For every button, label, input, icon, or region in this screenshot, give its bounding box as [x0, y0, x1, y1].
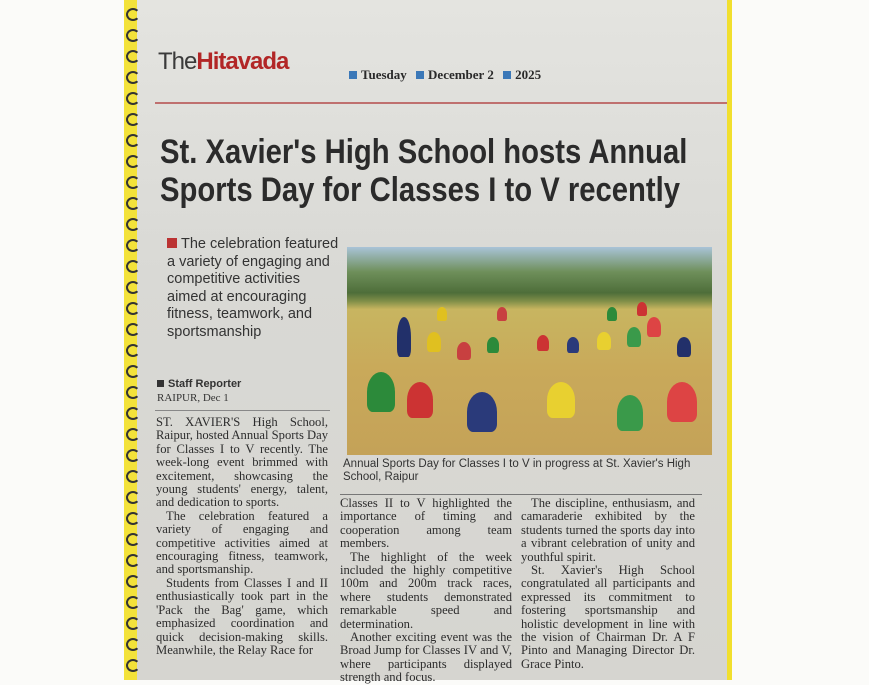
spiral-ring — [126, 386, 140, 399]
spiral-ring — [126, 218, 140, 231]
student-figure — [647, 317, 661, 337]
divider — [340, 494, 702, 495]
student-figure — [637, 302, 647, 316]
divider — [155, 410, 330, 411]
paragraph: ST. XAVIER'S High School, Raipur, hosted Annual Sports Day for Classes I to V recently. The week-long event brimmed with excitement, showcasing the young students' energy, talent, and dedication to sports. — [156, 415, 328, 510]
spiral-ring — [126, 29, 140, 42]
spiral-ring — [126, 260, 140, 273]
student-figure — [427, 332, 441, 352]
student-figure — [367, 372, 395, 412]
spiral-ring — [126, 407, 140, 420]
article-column-3 — [521, 497, 695, 671]
student-figure — [397, 317, 411, 357]
spiral-ring — [126, 344, 140, 357]
student-figure — [607, 307, 617, 321]
paragraph: Another exciting event was the Broad Jump for Classes IV and V, where participants displayed strength and focus. — [340, 630, 512, 685]
paragraph: The discipline, enthusiasm, and camaraderie exhibited by the students turned the sports day into a vibrant celebration of unity and youthful spirit. — [521, 496, 695, 564]
student-figure — [537, 335, 549, 351]
spiral-ring — [126, 533, 140, 546]
paragraph: Classes II to V highlighted the importance of timing and cooperation among team members. — [340, 496, 512, 551]
spiral-ring — [126, 71, 140, 84]
spiral-ring — [126, 638, 140, 651]
spiral-ring — [126, 113, 140, 126]
spiral-ring — [126, 323, 140, 336]
spiral-ring — [126, 617, 140, 630]
student-figure — [487, 337, 499, 353]
sports-day-photo — [347, 247, 712, 455]
photo-caption: Annual Sports Day for Classes I to V in progress at St. Xavier's High School, Raipur — [343, 458, 691, 483]
spiral-ring — [126, 197, 140, 210]
spiral-ring — [126, 176, 140, 189]
student-figure — [667, 382, 697, 422]
student-figure — [457, 342, 471, 360]
masthead-logo: TheHitavada — [158, 48, 289, 75]
student-figure — [437, 307, 447, 321]
article-column-2 — [340, 497, 512, 685]
byline: Staff Reporter — [157, 378, 241, 390]
spiral-ring — [126, 491, 140, 504]
spiral-ring — [126, 512, 140, 525]
article-column-1 — [156, 416, 328, 657]
spiral-ring — [126, 470, 140, 483]
student-figure — [627, 327, 641, 347]
paragraph: Students from Classes I and II enthusiastically took part in the 'Pack the Bag' game, which emphasized coordination and quick decision-making skills. Meanwhile, the Relay Race for — [156, 575, 328, 657]
issue-date: Tuesday December 2 2025 — [343, 67, 541, 83]
spiral-ring — [126, 239, 140, 252]
spiral-ring — [126, 449, 140, 462]
subheading: The celebration featured a variety of engaging and competitive activities aimed at encouraging fitness, teamwork, and sportsmanship — [167, 236, 339, 340]
spiral-binding — [124, 0, 140, 680]
spiral-ring — [126, 8, 140, 21]
student-figure — [407, 382, 433, 418]
student-figure — [497, 307, 507, 321]
paragraph: The celebration featured a variety of engaging and competitive activities aimed at encouraging fitness, teamwork, and sportsmanship. — [156, 508, 328, 577]
spiral-ring — [126, 92, 140, 105]
paragraph: The highlight of the week included the highly competitive 100m and 200m track races, where students demonstrated remarkable speed and determination. — [340, 549, 512, 631]
student-figure — [677, 337, 691, 357]
student-figure — [547, 382, 575, 418]
spiral-ring — [126, 281, 140, 294]
spiral-ring — [126, 155, 140, 168]
spiral-ring — [126, 134, 140, 147]
student-figure — [597, 332, 611, 350]
spiral-ring — [126, 50, 140, 63]
student-figure — [467, 392, 497, 432]
spiral-ring — [126, 596, 140, 609]
spiral-ring — [126, 428, 140, 441]
spiral-ring — [126, 554, 140, 567]
spiral-ring — [126, 659, 140, 672]
paragraph: St. Xavier's High School congratulated all participants and expressed its commitment to fostering sportsmanship and holistic development in line with the vision of Chairman Dr. A F Pinto and Managing Director Dr. Grace Pinto. — [521, 563, 695, 671]
headline: St. Xavier's High School hosts Annual Sports Day for Classes I to V recently — [160, 133, 688, 209]
header-rule — [155, 102, 727, 104]
spiral-ring — [126, 365, 140, 378]
student-figure — [617, 395, 643, 431]
spiral-ring — [126, 302, 140, 315]
spiral-ring — [126, 575, 140, 588]
student-figure — [567, 337, 579, 353]
dateline: RAIPUR, Dec 1 — [157, 392, 229, 404]
